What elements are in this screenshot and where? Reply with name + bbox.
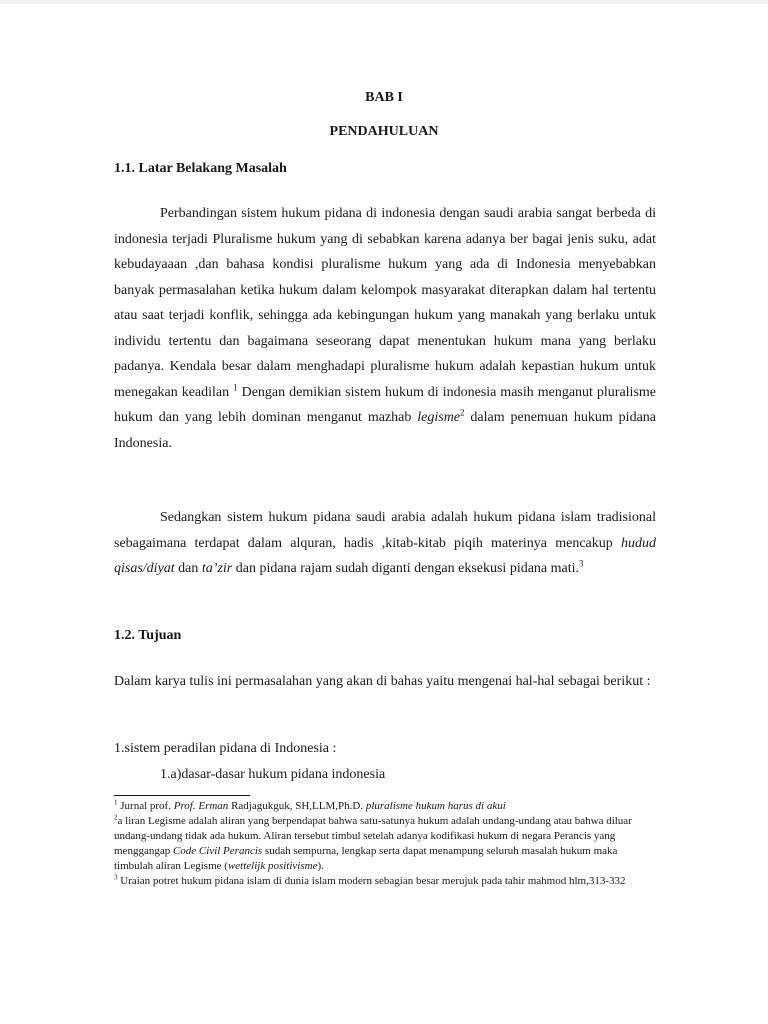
section-heading-tujuan: 1.2. Tujuan: [114, 628, 182, 643]
list-item-1: 1.sistem peradilan pidana di Indonesia :: [114, 741, 337, 756]
paragraph-text: dan: [174, 561, 202, 576]
paragraph-text: Dalam karya tulis ini permasalahan yang akan di bahas yaitu mengenai hal-hal sebagai berikut :: [114, 674, 651, 689]
paragraph-tujuan-intro: [114, 669, 656, 695]
footnote-term: wettelijk positivisme: [227, 860, 318, 872]
footnote-text: a liran Legisme adalah aliran yang berpendapat bahwa satu-satunya hukum adalah undang-undang atau bahwa diluar undang-undang tidak ada hukum. Aliran tersebut timbul setelah adanya kodifikasi hukum di negara Perancis yang menggangap: [114, 815, 632, 857]
footnote-ref-1[interactable]: 1: [233, 381, 238, 392]
footnote-text: ).: [317, 860, 324, 872]
paragraph-text: dalam penemuan hukum pidana Indonesia.: [114, 410, 657, 451]
footnote-text: Radjagukguk, SH,LLM,Ph.D.: [228, 800, 366, 812]
page-top-edge: [0, 0, 768, 4]
paragraph-background-1: [114, 201, 656, 456]
paragraph-text: Sedangkan sistem hukum pidana saudi arabia adalah hukum pidana islam tradisional sebagaimana terdapat dalam alquran, hadis ,kitab-kitab piqih materinya mencakup: [114, 510, 656, 551]
footnote-1: [114, 799, 659, 814]
paragraph-text: Dengan demikian sistem hukum di indonesia masih menganut pluralisme hukum dan yang lebih dominan menganut mazhab: [114, 384, 657, 425]
paragraph-text: dan pidana rajam sudah diganti dengan eksekusi pidana mati.: [232, 561, 580, 576]
footnote-author: Prof. Erman: [173, 800, 229, 812]
footnote-text: sudah sempurna, lengkap serta dapat menampung seluruh masalah hukum maka timbulah aliran Legisme (: [114, 845, 618, 872]
footnotes: [114, 799, 659, 889]
footnote-text: Uraian potret hukum pidana islam di dunia islam modern sebagian besar merujuk pada tahir mahmod hlm,313-332: [117, 875, 626, 887]
footnote-title: pluralisme hukum harus di akui: [365, 800, 506, 812]
term-hudud: hudud qisas/diyat: [114, 535, 656, 576]
paragraph-background-2: [114, 505, 656, 582]
footnote-number: 3: [114, 873, 118, 882]
list-item-1a: 1.a)dasar-dasar hukum pidana indonesia: [160, 767, 386, 782]
chapter-title: PENDAHULUAN: [329, 124, 439, 139]
footnote-separator: [114, 795, 250, 796]
chapter-number: BAB I: [365, 90, 403, 105]
footnote-number: 1: [114, 798, 118, 807]
footnote-2: [114, 814, 659, 874]
footnote-ref-2[interactable]: 2: [460, 407, 465, 418]
footnote-text: Jurnal prof.: [117, 800, 174, 812]
footnote-ref-3[interactable]: 3: [579, 558, 584, 569]
section-heading-latar-belakang: 1.1. Latar Belakang Masalah: [114, 161, 287, 176]
footnote-term: Code Civil Perancis: [172, 845, 263, 857]
term-legisme: legisme: [417, 410, 461, 425]
term-tazir: ta’zir: [201, 561, 233, 576]
footnote-number: 2: [114, 813, 118, 822]
footnote-3: [114, 874, 659, 889]
paragraph-text: Perbandingan sistem hukum pidana di indonesia dengan saudi arabia sangat berbeda di indonesia terjadi Pluralisme hukum yang di sebabkan karena adanya ber bagai jenis suku, adat kebudayaaan ,dan bahasa kondisi pluralisme hukum yang ada di Indonesia menyebabkan banyak permasalahan ketika hukum dalam kelompok masyarakat diterapkan dalam hal tertentu atau saat terjadi konflik, sehingga ada kebingungan hukum yang manakah yang berlaku untuk individu tertentu dan bagaimana seseorang dapat menentukan hukum mana yang berlaku padanya. Kendala besar dalam menghadapi pluralisme hukum adalah kepastian hukum untuk menegakan keadilan: [114, 206, 656, 400]
